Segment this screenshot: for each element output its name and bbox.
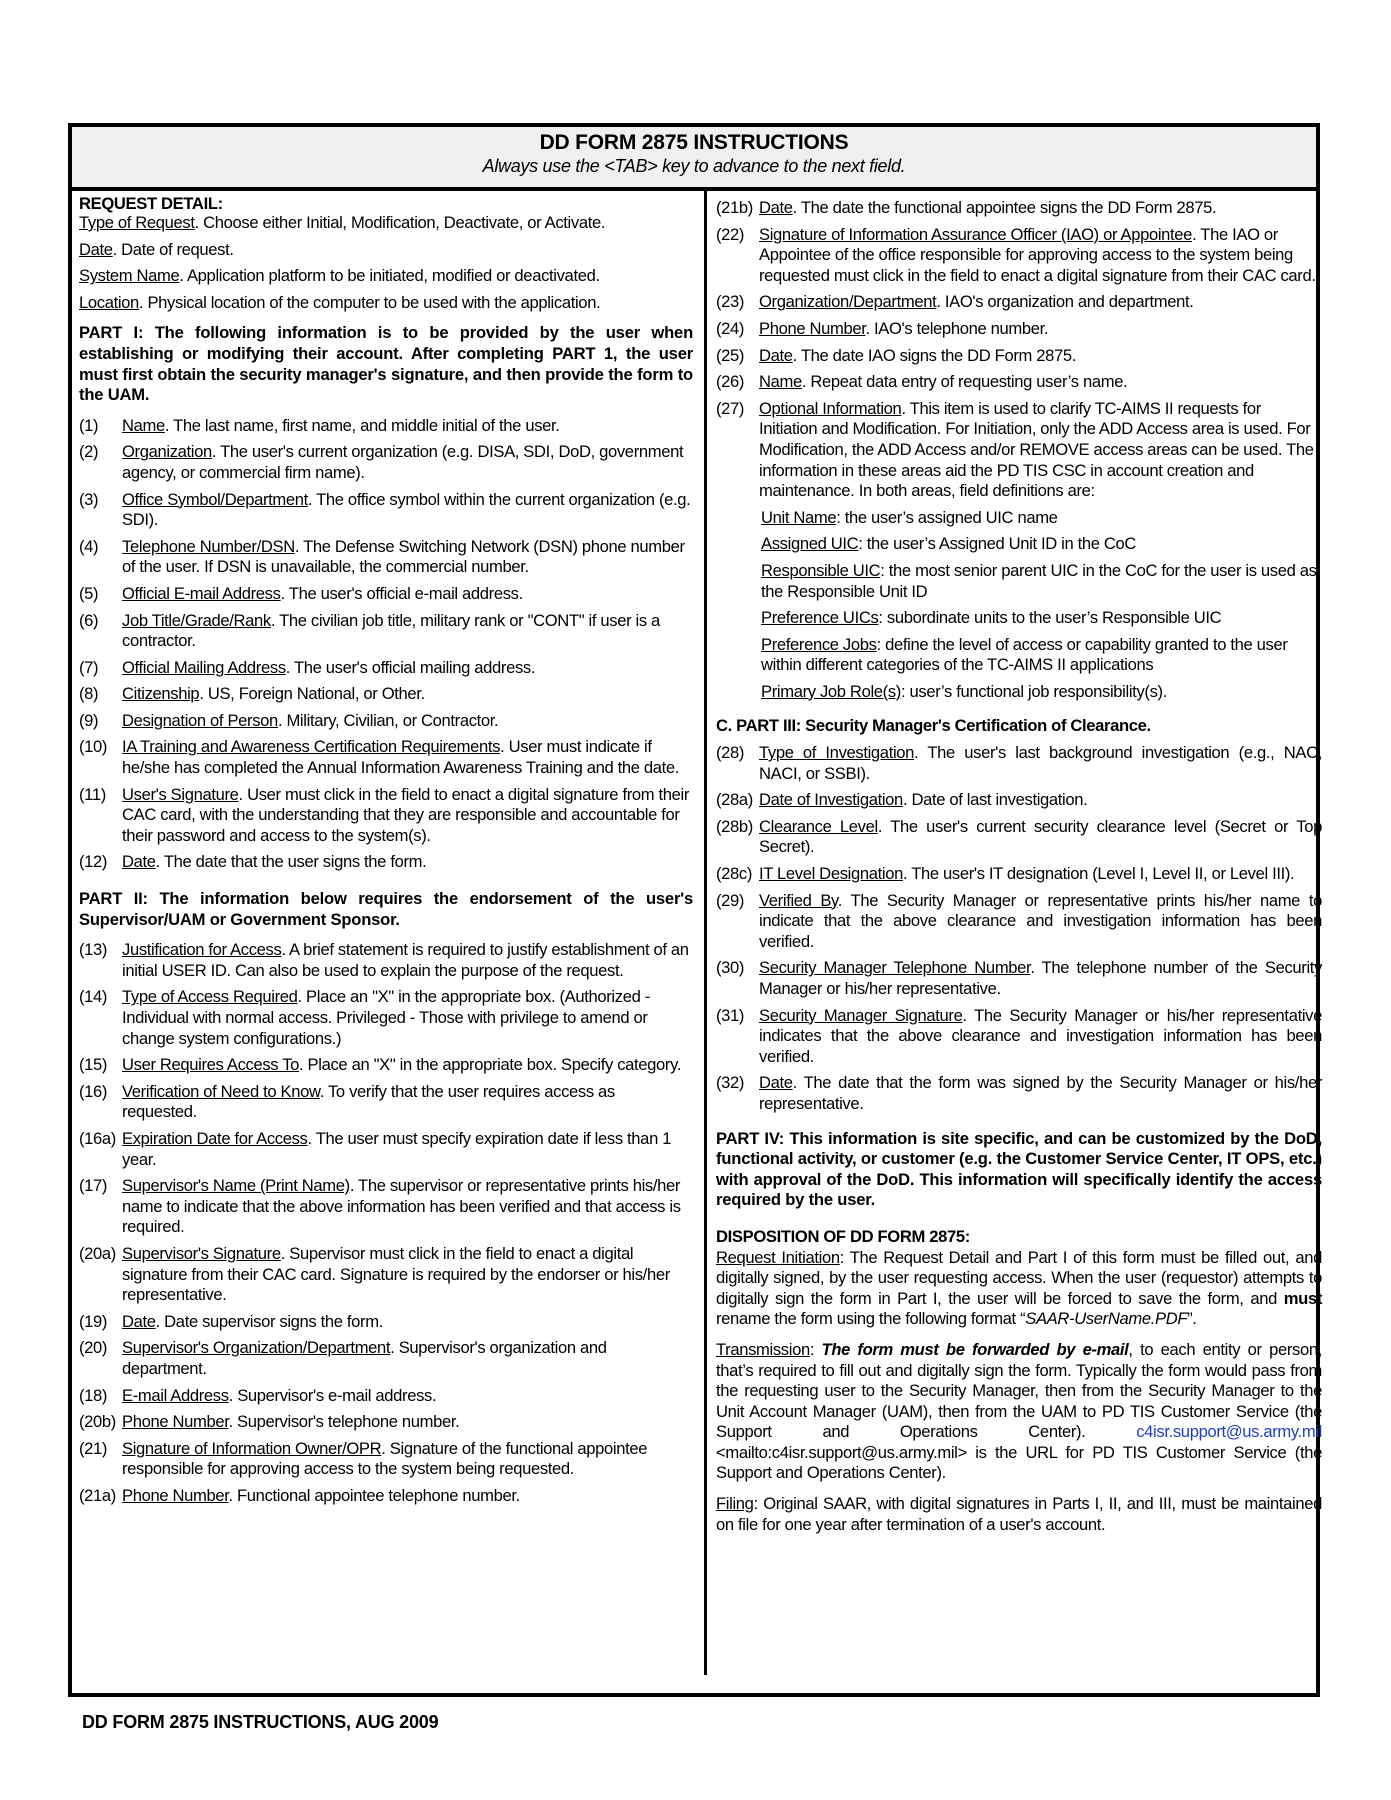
item-text: . Repeat data entry of requesting user’s name.: [801, 372, 1128, 392]
list-item: [716, 292, 1322, 313]
text: : subordinate units to the user’s Responsible UIC: [878, 608, 1222, 628]
item-number: (4): [79, 536, 99, 556]
item-body: [122, 852, 693, 873]
item-number: (30): [716, 958, 745, 978]
list-item: [79, 611, 693, 652]
list-item: [716, 319, 1322, 340]
list-item: [79, 1244, 693, 1306]
item-body: [122, 416, 693, 437]
list-item: [79, 1082, 693, 1123]
item-text: . User must indicate if he/she has completed the Annual Information Awareness Training and the date.: [122, 737, 680, 778]
item-text: . Date of last investigation.: [902, 790, 1088, 810]
item-term: Date: [759, 1073, 793, 1093]
list-item: [79, 852, 693, 873]
item-number: (22): [716, 224, 745, 244]
item-text: . A brief statement is required to justify establishment of an initial USER ID. Can also be used to explain the purpose of the request.: [122, 940, 689, 980]
field-definition: [79, 213, 693, 234]
item-number: (19): [79, 1311, 108, 1331]
item-text: . Place an "X" in the appropriate box. Specify category.: [299, 1055, 682, 1075]
list-item: [79, 711, 693, 732]
item-body: [122, 1244, 693, 1306]
item-term: Verification of Need to Know: [122, 1081, 320, 1101]
item-number: (7): [79, 657, 99, 677]
list-item: [79, 537, 693, 578]
page-subtitle: Always use the <TAB> key to advance to the next field.: [482, 156, 906, 176]
item-term: User Requires Access To: [122, 1055, 300, 1075]
text: , to each entity or person, that’s required to fill out and digitally sign the form. Typically the form would pass from the requesting user to the Security Manager, then from the Security Manager to the Unit Account Manager (UAM), then from the UAM to PD TIS Customer Service (the Support and Operations Center).: [716, 1339, 1322, 1442]
term: Date: [79, 239, 113, 259]
item-term: Date: [759, 198, 793, 217]
item-term: Optional Information: [759, 398, 902, 418]
item-number: (2): [79, 442, 99, 462]
item-number: (20): [79, 1338, 108, 1358]
list-item: [79, 1386, 693, 1407]
item-term: Citizenship: [122, 684, 200, 704]
item-number: (27): [716, 398, 745, 418]
item-body: [122, 1439, 693, 1480]
item-body: [759, 399, 1322, 502]
item-body: [759, 864, 1322, 885]
term: Transmission: [716, 1339, 810, 1359]
term: Type of Request: [79, 213, 195, 232]
item-number: (8): [79, 684, 99, 704]
item-body: [759, 198, 1322, 219]
item-term: Signature of Information Assurance Officer (IAO) or Appointee: [759, 224, 1193, 244]
field-definition: [761, 608, 1322, 629]
item-body: [122, 684, 693, 705]
item-number: (28a): [716, 790, 753, 810]
item-text: . The civilian job title, military rank or "CONT" if user is a contractor.: [122, 610, 660, 651]
item-text: . This item is used to clarify TC-AIMS II requests for Initiation and Modification. For Initiation, only the ADD Access area is used. For Modification, the ADD Access and/or REMOVE access areas can be used. The information in these areas aid the PD TIS CSC in account creation and maintenance. In both areas, field definitions are:: [759, 398, 1314, 501]
field-definition: [761, 534, 1322, 555]
item-number: (20b): [79, 1412, 116, 1432]
item-body: [122, 1312, 693, 1333]
item-term: IA Training and Awareness Certification Requirements: [122, 737, 501, 757]
list-item: [79, 1412, 693, 1433]
item-body: [759, 1006, 1322, 1068]
text: : user’s functional job responsibility(s).: [900, 681, 1167, 701]
item-text: . Functional appointee telephone number.: [228, 1485, 520, 1505]
list-item: [79, 737, 693, 778]
item-term: E-mail Address: [122, 1385, 229, 1405]
list-item: [79, 987, 693, 1049]
list-item: [716, 790, 1322, 811]
term: System Name: [79, 266, 180, 286]
list-item: [79, 1055, 693, 1076]
item-term: Job Title/Grade/Rank: [122, 610, 271, 630]
item-number: (1): [79, 415, 99, 435]
term: Primary Job Role(s): [761, 681, 901, 701]
item-text: . The user's current security clearance level (Secret or Top Secret).: [759, 816, 1322, 857]
term: Request Initiation: [716, 1247, 840, 1267]
item-body: [759, 958, 1322, 999]
field-definition: [761, 682, 1322, 703]
item-body: [759, 346, 1322, 367]
item-text: . Place an "X" in the appropriate box. (Authorized - Individual with normal access. Privileged - Those with privilege to amend or change system configurations.): [122, 987, 650, 1048]
item-text: . The Security Manager or representative prints his/her name to indicate that the above clearance and investigation information has been verified.: [759, 890, 1322, 951]
item-term: Expiration Date for Access: [122, 1128, 308, 1148]
item-number: (21a): [79, 1485, 116, 1505]
item-term: Type of Access Required: [122, 987, 298, 1007]
item-number: (28b): [716, 816, 753, 836]
text: :: [809, 1339, 822, 1359]
item-body: [122, 987, 693, 1049]
text: . Application platform to be initiated, modified or deactivated.: [179, 266, 600, 286]
list-item: [716, 399, 1322, 502]
part3-heading: C. PART III: Security Manager's Certification of Clearance.: [716, 716, 1151, 736]
item-term: Supervisor's Organization/Department: [122, 1338, 391, 1358]
item-term: Telephone Number/DSN: [122, 536, 295, 556]
item-term: Phone Number: [122, 1412, 229, 1432]
list-item: [716, 864, 1322, 885]
item-number: (16a): [79, 1128, 116, 1148]
item-number: (29): [716, 890, 745, 910]
item-number: (3): [79, 489, 99, 509]
list-item: [716, 958, 1322, 999]
item-body: [122, 711, 693, 732]
item-body: [759, 319, 1322, 340]
item-term: Clearance Level: [759, 816, 878, 836]
item-number: (25): [716, 345, 745, 365]
item-number: (31): [716, 1005, 745, 1025]
item-text: . The IAO or Appointee of the office responsible for approving access to the system being requested must click in the field to enact a digital signature from their CAC card.: [759, 224, 1316, 285]
item-body: [122, 1129, 693, 1170]
item-number: (21b): [716, 198, 753, 217]
term: Preference UICs: [761, 608, 879, 628]
text: . Choose either Initial, Modification, Deactivate, or Activate.: [194, 213, 606, 232]
item-text: . The Defense Switching Network (DSN) phone number of the user. If DSN is unavailable, the commercial number.: [122, 536, 685, 577]
item-term: Name: [122, 415, 165, 435]
term: Preference Jobs: [761, 634, 877, 654]
item-number: (6): [79, 610, 99, 630]
list-item: [79, 940, 693, 981]
item-text: . The user's official e-mail address.: [280, 583, 523, 603]
field-definition: [761, 508, 1322, 529]
item-number: (21): [79, 1438, 108, 1458]
item-text: . The user's last background investigation (e.g., NAC, NACI, or SSBI).: [759, 743, 1322, 783]
item-text: . The date the functional appointee signs the DD Form 2875.: [792, 198, 1217, 217]
item-body: [122, 737, 693, 778]
item-term: Name: [759, 372, 802, 392]
item-number: (10): [79, 737, 108, 757]
item-term: Phone Number: [759, 318, 866, 338]
text: : the user’s Assigned Unit ID in the CoC: [858, 534, 1137, 554]
part2-heading: PART II: The information below requires the endorsement of the user's Supervisor/UAM or Government Sponsor.: [79, 889, 693, 929]
item-body: [759, 225, 1322, 287]
item-body: [759, 817, 1322, 858]
item-term: Office Symbol/Department: [122, 489, 308, 509]
item-text: . IAO's organization and department.: [936, 292, 1194, 312]
item-body: [759, 743, 1322, 784]
field-definition: [761, 635, 1322, 676]
field-definition: [761, 561, 1322, 602]
item-body: [122, 1082, 693, 1123]
item-number: (12): [79, 852, 108, 872]
term: Responsible UIC: [761, 560, 881, 580]
text: . Date of request.: [112, 239, 234, 259]
list-item: [79, 658, 693, 679]
item-body: [122, 658, 693, 679]
item-term: Organization/Department: [759, 292, 937, 312]
item-term: Date: [122, 852, 156, 872]
item-term: Security Manager Signature: [759, 1005, 963, 1025]
term: Location: [79, 292, 139, 312]
item-body: [122, 537, 693, 578]
part1-heading: PART I: The following information is to be provided by the user when establishing or modifying their account. After completing PART 1, the user must first obtain the security manager's signature, and then provide the form to the UAM.: [79, 323, 693, 405]
item-text: . The user's official mailing address.: [285, 657, 536, 677]
field-definition: [79, 240, 693, 261]
list-item: [79, 785, 693, 847]
item-body: [759, 790, 1322, 811]
item-term: Type of Investigation: [759, 743, 915, 763]
item-term: Date: [122, 1311, 156, 1331]
term: Unit Name: [761, 507, 837, 527]
item-body: [122, 611, 693, 652]
text: . Physical location of the computer to be used with the application.: [138, 292, 601, 312]
term: Assigned UIC: [761, 534, 859, 554]
item-number: (14): [79, 987, 108, 1007]
item-text: . IAO's telephone number.: [865, 318, 1049, 338]
filename-format: SAAR-UserName.PDF: [1025, 1309, 1188, 1329]
item-text: . The office symbol within the current organization (e.g. SDI).: [122, 489, 691, 530]
transmission-para: [716, 1340, 1322, 1484]
list-item: [79, 442, 693, 483]
item-term: Verified By: [759, 890, 838, 910]
item-term: Designation of Person: [122, 710, 278, 730]
list-item: [716, 817, 1322, 858]
item-number: (5): [79, 583, 99, 603]
item-number: (9): [79, 710, 99, 730]
text: <mailto:c4isr.support@us.army.mil> is the URL for PD TIS Customer Service (the Support and Operations Center).: [716, 1442, 1322, 1483]
item-number: (32): [716, 1073, 745, 1093]
item-number: (26): [716, 372, 745, 392]
list-item: [79, 490, 693, 531]
item-number: (20a): [79, 1243, 116, 1263]
field-definition: [79, 266, 693, 287]
text: : the most senior parent UIC in the CoC for the user is used as the Responsible Unit ID: [761, 560, 1317, 601]
item-term: Date: [759, 345, 793, 365]
item-body: [759, 372, 1322, 393]
part4-heading: PART IV: This information is site specific, and can be customized by the DoD, functional activity, or customer (e.g. the Customer Service Center, IT OPS, etc.) with approval of the DoD. This information will specifically identify the access required by the user.: [716, 1128, 1322, 1210]
text: rename the form using the following format “: [716, 1309, 1026, 1329]
item-text: . The user's IT designation (Level I, Level II, or Level III).: [902, 864, 1295, 884]
list-item: [79, 1176, 693, 1238]
item-text: . The supervisor or representative prints his/her name to indicate that the above information has been verified and that access is required.: [122, 1176, 681, 1237]
list-item: [716, 198, 1322, 219]
item-text: . Supervisor's telephone number.: [228, 1412, 460, 1432]
item-body: [122, 1386, 693, 1407]
item-number: (13): [79, 940, 108, 960]
item-body: [122, 1338, 693, 1379]
left-column: [79, 191, 693, 1693]
item-term: User's Signature: [122, 784, 239, 804]
list-item: [79, 1486, 693, 1507]
item-number: (24): [716, 318, 745, 338]
item-text: . Date supervisor signs the form.: [155, 1311, 383, 1331]
item-text: . The last name, first name, and middle initial of the user.: [164, 415, 560, 435]
item-text: . User must click in the field to enact a digital signature from their CAC card, with the understanding that they are responsible and accountable for their password and access to the system(s).: [122, 784, 690, 845]
item-text: . The date that the user signs the form.: [155, 852, 427, 872]
text: : the user’s assigned UIC name: [836, 507, 1058, 527]
item-body: [759, 292, 1322, 313]
item-term: Phone Number: [122, 1485, 229, 1505]
request-detail-heading: REQUEST DETAIL:: [79, 194, 223, 213]
item-term: Organization: [122, 442, 212, 462]
list-item: [716, 891, 1322, 953]
item-term: Official Mailing Address: [122, 657, 286, 677]
item-body: [122, 1486, 693, 1507]
list-item: [716, 372, 1322, 393]
item-body: [122, 1412, 693, 1433]
item-text: . The user's current organization (e.g. DISA, SDI, DoD, government agency, or commercial firm name).: [122, 442, 684, 482]
instructions-frame: [68, 123, 1320, 1697]
text-bold: must: [1283, 1288, 1322, 1308]
list-item: [716, 1073, 1322, 1114]
disposition-heading: DISPOSITION OF DD FORM 2875:: [716, 1226, 970, 1246]
list-item: [79, 1312, 693, 1333]
page-title: DD FORM 2875 INSTRUCTIONS: [539, 131, 849, 154]
text: : Original SAAR, with digital signatures in Parts I, II, and III, must be maintained on file for one year after termination of a user's account.: [716, 1494, 1322, 1534]
item-number: (15): [79, 1055, 108, 1075]
item-term: Signature of Information Owner/OPR: [122, 1438, 382, 1458]
item-text: . US, Foreign National, or Other.: [199, 684, 425, 704]
item-text: . Supervisor's organization and department.: [122, 1338, 607, 1378]
support-email-link[interactable]: c4isr.support@us.army.mil: [1136, 1422, 1322, 1442]
item-body: [122, 490, 693, 531]
item-number: (17): [79, 1176, 108, 1196]
item-text: . Supervisor must click in the field to enact a digital signature from their CAC card. Signature is required by the endorser or his/her representative.: [122, 1243, 670, 1305]
item-text: . Supervisor's e-mail address.: [228, 1385, 437, 1405]
filing-para: [716, 1494, 1322, 1535]
item-body: [122, 1055, 693, 1076]
item-text: . The Security Manager or his/her representative indicates that the above clearance and investigation information has been verified.: [759, 1005, 1322, 1066]
list-item: [79, 1129, 693, 1170]
item-body: [759, 891, 1322, 953]
text: : The Request Detail and Part I of this form must be filled out, and digitally signed, by the user requesting access. When the user (requestor) attempts to digitally sign the form in Part I, the user will be forced to save the form, and: [716, 1247, 1322, 1308]
list-item: [79, 1439, 693, 1480]
list-item: [716, 1006, 1322, 1068]
item-term: IT Level Designation: [759, 864, 903, 884]
list-item: [79, 416, 693, 437]
item-text: . Signature of the functional appointee responsible for approving access to the system being requested.: [122, 1438, 648, 1479]
right-column: [704, 191, 1322, 1675]
field-definition: [79, 293, 693, 314]
form-header: [72, 127, 1316, 191]
item-term: Justification for Access: [122, 940, 282, 960]
item-body: [122, 1176, 693, 1238]
item-text: . To verify that the user requires access as requested.: [122, 1081, 615, 1122]
list-item: [716, 225, 1322, 287]
item-term: Date of Investigation: [759, 790, 903, 810]
item-term: Official E-mail Address: [122, 583, 281, 603]
list-item: [79, 1338, 693, 1379]
item-body: [759, 1073, 1322, 1114]
item-body: [122, 785, 693, 847]
item-term: Supervisor's Name (Print Name): [122, 1176, 350, 1196]
item-text: . The user must specify expiration date if less than 1 year.: [122, 1128, 672, 1169]
item-number: (11): [79, 784, 106, 804]
list-item: [716, 743, 1322, 784]
text: : define the level of access or capability granted to the user within different categories of the TC-AIMS II applications: [761, 634, 1288, 675]
item-text: . The date IAO signs the DD Form 2875.: [792, 345, 1077, 365]
item-text: . The telephone number of the Security Manager or his/her representative.: [759, 958, 1322, 998]
list-item: [79, 684, 693, 705]
item-number: (23): [716, 292, 745, 312]
item-text: . Military, Civilian, or Contractor.: [277, 710, 499, 730]
item-number: (28): [716, 743, 745, 763]
item-text: . The date that the form was signed by the Security Manager or his/her representative.: [759, 1073, 1322, 1113]
term: Filing: [716, 1494, 754, 1514]
item-body: [122, 940, 693, 981]
list-item: [716, 346, 1322, 367]
footer-label: DD FORM 2875 INSTRUCTIONS, AUG 2009: [82, 1712, 439, 1732]
item-term: Security Manager Telephone Number: [759, 958, 1031, 978]
text: ”.: [1187, 1309, 1197, 1329]
item-body: [122, 584, 693, 605]
item-number: (16): [79, 1081, 108, 1101]
text-bold-italic: The form must be forwarded by e-mail: [821, 1339, 1129, 1359]
item-term: Supervisor's Signature: [122, 1243, 281, 1263]
list-item: [79, 584, 693, 605]
item-number: (28c): [716, 864, 753, 884]
item-number: (18): [79, 1385, 108, 1405]
item-body: [122, 442, 693, 483]
request-initiation-para: [716, 1248, 1322, 1330]
